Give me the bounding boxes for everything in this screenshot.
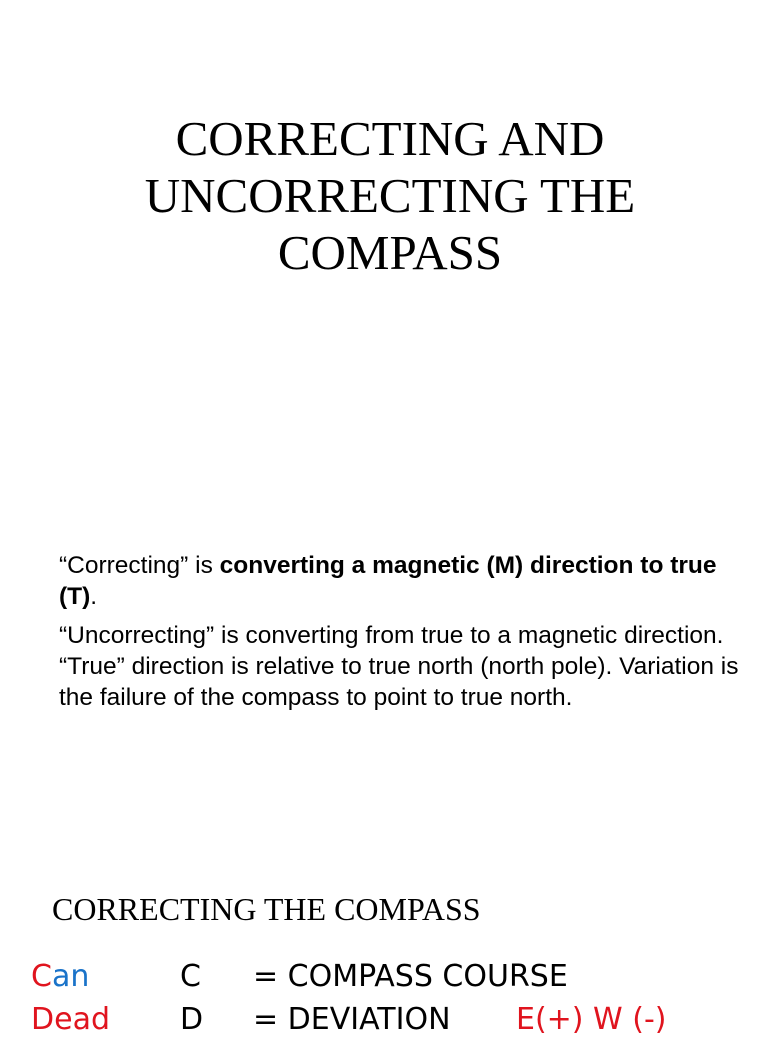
mnemonic-word-initial: D bbox=[31, 1002, 55, 1037]
intro-paragraph-correcting bbox=[59, 550, 739, 612]
title-line-1: CORRECTING AND bbox=[175, 111, 605, 166]
mnemonic-word bbox=[31, 1000, 110, 1040]
mnemonic-word-rest: ead bbox=[54, 1002, 110, 1037]
intro-paragraph-uncorrecting: “Uncorrecting” is converting from true to a magnetic direction. “True” direction is relative to true north (north pole). Variation is the failure of the compass to point to true north. bbox=[59, 622, 739, 711]
title-line-2: UNCORRECTING THE bbox=[144, 168, 636, 223]
mnemonic-word-initial: C bbox=[31, 959, 52, 994]
title-line-3: COMPASS bbox=[277, 225, 503, 280]
intro-p1-prefix: “Correcting” is bbox=[59, 552, 220, 579]
intro-p1-suffix: . bbox=[90, 583, 98, 610]
mnemonic-sign-rule: E(+) W (-) bbox=[516, 1002, 667, 1037]
mnemonic-letter: D bbox=[180, 1002, 204, 1037]
slide-title bbox=[40, 110, 740, 281]
mnemonic-word-rest: an bbox=[51, 959, 90, 994]
mnemonic-definition: = DEVIATION bbox=[253, 1002, 451, 1037]
mnemonic-definition: = COMPASS COURSE bbox=[253, 959, 568, 994]
mnemonic-row-compass bbox=[0, 957, 768, 1001]
section-heading: CORRECTING THE COMPASS bbox=[52, 891, 481, 927]
mnemonic-word bbox=[31, 957, 89, 997]
intro-p1-bold: converting a magnetic (M) direction to true (T) bbox=[59, 552, 717, 610]
mnemonic-letter: C bbox=[180, 959, 201, 994]
mnemonic-row-deviation bbox=[0, 1000, 768, 1044]
